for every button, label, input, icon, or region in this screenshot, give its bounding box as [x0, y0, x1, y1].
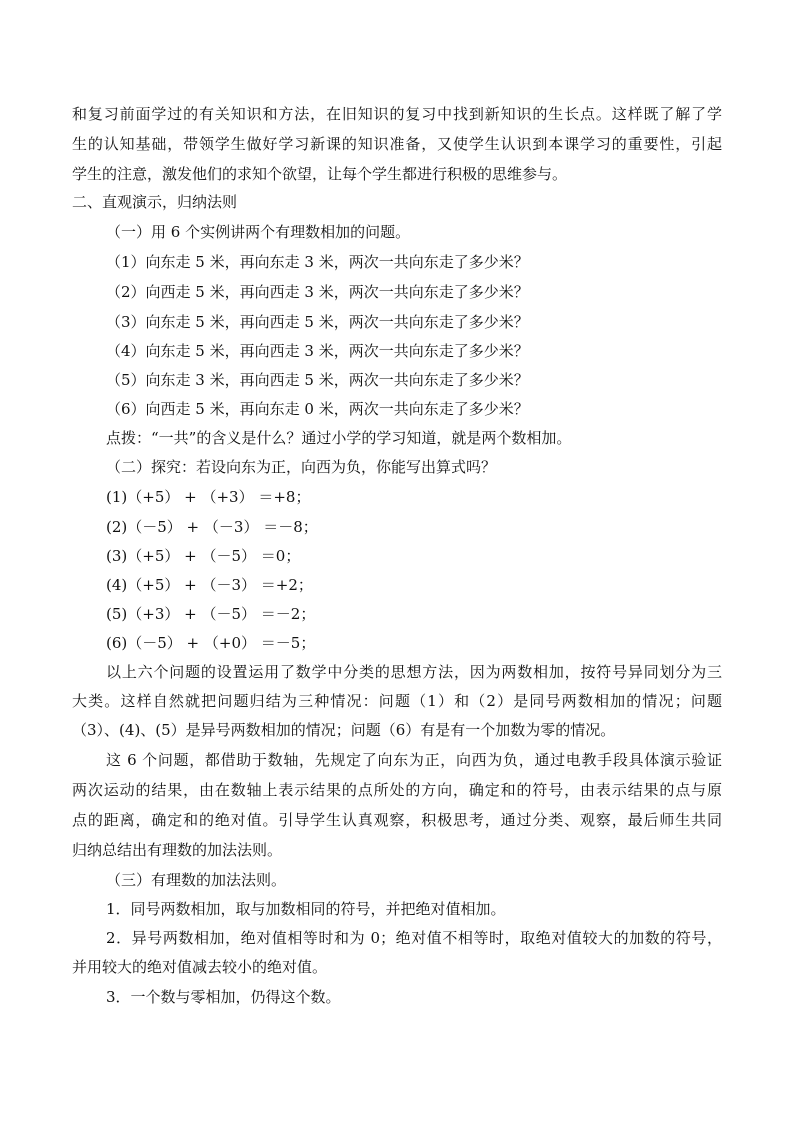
rule-item: 2．异号两数相加，绝对值相等时和为 0；绝对值不相等时，取绝对值较大的加数的符号， [106, 929, 722, 947]
question-item: （5）向东走 3 米，再向西走 5 米，两次一共向东走了多少米？ [106, 371, 529, 389]
equation-item: (4)（+5） + （－3） ＝+2； [106, 576, 313, 594]
part2-title: （二）探究：若设向东为正，向西为负，你能写出算式吗？ [106, 458, 497, 476]
section-heading: 二、直观演示，归纳法则 [72, 193, 238, 211]
analysis-line: 两次运动的结果，由在数轴上表示结果的点所处的方向，确定和的符号，由表示结果的点与原 [72, 781, 722, 799]
analysis-line: 归纳总结出有理数的加法法则。 [72, 841, 283, 859]
rule-item: 1．同号两数相加，取与加数相同的符号，并把绝对值相加。 [106, 900, 506, 918]
intro-line: 学生的注意，激发他们的求知个欲望，让每个学生都进行积极的思维参与。 [72, 165, 568, 183]
question-item: （1）向东走 5 米，再向东走 3 米，两次一共向东走了多少米？ [106, 253, 529, 271]
rule-item: 并用较大的绝对值减去较小的绝对值。 [72, 958, 328, 976]
analysis-line: 点的距离，确定和的绝对值。引导学生认真观察，积极思考，通过分类、观察，最后师生共同 [72, 811, 722, 829]
question-item: （4）向东走 5 米，再向西走 3 米，两次一共向东走了多少米？ [106, 342, 529, 360]
question-item: （2）向西走 5 米，再向西走 3 米，两次一共向东走了多少米？ [106, 283, 529, 301]
rule-item: 3．一个数与零相加，仍得这个数。 [106, 988, 341, 1006]
question-item: （6）向西走 5 米，再向东走 0 米，两次一共向东走了多少米？ [106, 400, 529, 418]
equation-item: (1)（+5） + （+3） ＝+8； [106, 488, 311, 506]
question-item: （3）向东走 5 米，再向西走 5 米，两次一共向东走了多少米？ [106, 313, 529, 331]
equation-item: (5)（+3） + （－5） ＝－2； [106, 605, 316, 623]
intro-line: 生的认知基础，带领学生做好学习新课的知识准备，又使学生认识到本课学习的重要性，引起 [72, 135, 722, 153]
analysis-line: 大类。这样自然就把问题归结为三种情况：问题（1）和（2）是同号两数相加的情况；问题 [72, 692, 722, 710]
part1-title: （一）用 6 个实例讲两个有理数相加的问题。 [106, 223, 411, 241]
equation-item: (3)（+5） + （－5） ＝0； [106, 547, 301, 565]
tip-text: 点拨：“一共”的含义是什么？通过小学的学习知道，就是两个数相加。 [106, 429, 572, 447]
part3-title: （三）有理数的加法法则。 [106, 871, 287, 889]
equation-item: (6)（－5） + （+0） ＝－5； [106, 634, 316, 652]
analysis-line: 以上六个问题的设置运用了数学中分类的思想方法，因为两数相加，按符号异同划分为三 [106, 663, 722, 681]
analysis-line: 这 6 个问题，都借助于数轴，先规定了向东为正，向西为负，通过电教手段具体演示验证 [106, 751, 722, 769]
equation-item: (2)（－5） + （－3） ＝－8； [106, 518, 318, 536]
intro-line: 和复习前面学过的有关知识和方法，在旧知识的复习中找到新知识的生长点。这样既了解了学 [72, 105, 722, 123]
analysis-line: （3）、(4)、(5）是异号两数相加的情况；问题（6）有是有一个加数为零的情况。 [72, 721, 616, 739]
